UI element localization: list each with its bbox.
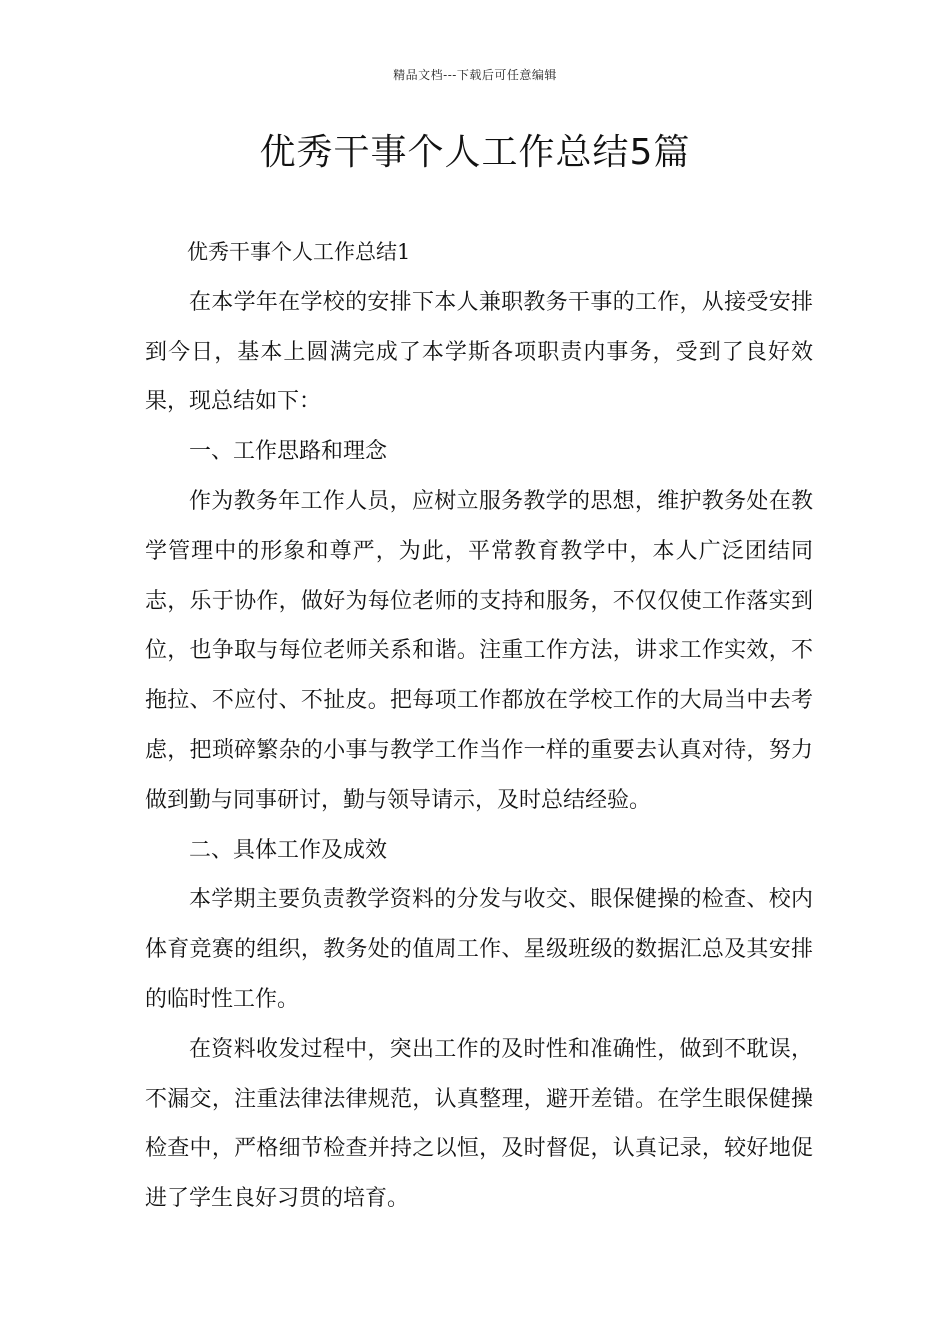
heading-specific-work: 二、具体工作及成效 xyxy=(189,837,388,863)
paragraph-work-ideas: 作为教务年工作人员，应树立服务教学的思想，维护教务处在教学管理中的形象和尊严，为此，平常教育教学中，本人广泛团结同志，乐于协作，做好为每位老师的支持和服务，不仅仅使工作落实到位，也争取与每位老师关系和谐。注重工作方法，讲求工作实效，不拖拉、不应付、不扯皮。把每项工作都放在学校工作的大局当中去考虑，把琐碎繁杂的小事与教学工作当作一样的重要去认真对待，努力做到勤与同事研讨，勤与领导请示，及时总结经验。 xyxy=(145,488,813,813)
header-note: 精品文档---下载后可任意编辑 xyxy=(393,68,557,82)
paragraph-intro: 在本学年在学校的安排下本人兼职教务干事的工作，从接受安排到今日，基本上圆满完成了本学斯各项职责内事务，受到了良好效果，现总结如下： xyxy=(145,289,813,415)
paragraph-materials: 在资料收发过程中，突出工作的及时性和准确性，做到不耽误，不漏交，注重法律法律规范，认真整理，避开差错。在学生眼保健操检查中，严格细节检查并持之以恒，及时督促，认真记录，较好地促进了学生良好习贯的培育。 xyxy=(145,1036,813,1212)
paragraph-responsibilities: 本学期主要负责教学资料的分发与收交、眼保健操的检查、校内体育竞赛的组织，教务处的值周工作、星级班级的数据汇总及其安排的临时性工作。 xyxy=(145,887,813,1012)
document-title: 优秀干事个人工作总结5篇 xyxy=(259,132,691,173)
heading-work-ideas: 一、工作思路和理念 xyxy=(189,439,388,465)
document-body xyxy=(145,228,813,1224)
section-title: 优秀干事个人工作总结1 xyxy=(187,240,411,264)
